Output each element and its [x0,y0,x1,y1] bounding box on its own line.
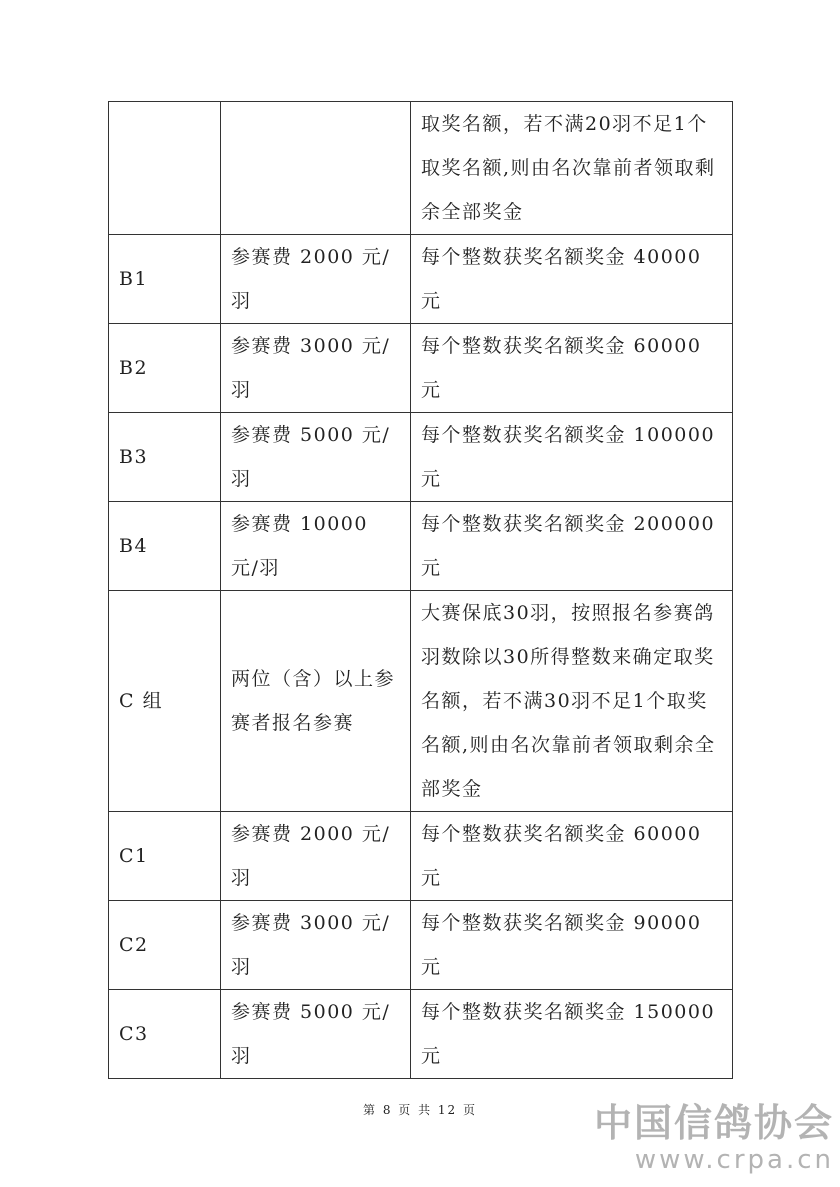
group-cell: B3 [109,413,221,502]
fee-cell [221,102,411,235]
table-row [109,591,733,812]
group-cell: C1 [109,812,221,901]
prize-cell: 取奖名额，若不满20羽不足1个取奖名额,则由名次靠前者领取剩余全部奖金 [411,102,733,235]
watermark-url: www.crpa.cn [634,1145,834,1175]
fee-cell: 参赛费 3000 元/羽 [221,901,411,990]
table-row [109,413,733,502]
prize-cell: 大赛保底30羽，按照报名参赛鸽羽数除以30所得整数来确定取奖名额，若不满30羽不足1个取奖名额,则由名次靠前者领取剩余全部奖金 [411,591,733,812]
fee-cell: 参赛费 3000 元/羽 [221,324,411,413]
group-cell: B2 [109,324,221,413]
group-cell: C 组 [109,591,221,812]
prize-cell: 每个整数获奖名额奖金 150000 元 [411,990,733,1079]
group-cell: B1 [109,235,221,324]
prize-cell: 每个整数获奖名额奖金 60000 元 [411,324,733,413]
prize-cell: 每个整数获奖名额奖金 200000 元 [411,502,733,591]
table-row [109,324,733,413]
prize-table [108,101,733,1079]
fee-cell: 两位（含）以上参赛者报名参赛 [221,591,411,812]
group-cell: B4 [109,502,221,591]
table-row [109,990,733,1079]
prize-cell: 每个整数获奖名额奖金 90000 元 [411,901,733,990]
fee-cell: 参赛费 2000 元/羽 [221,235,411,324]
watermark-name: 中国信鸽协会 [593,1101,834,1145]
prize-cell: 每个整数获奖名额奖金 40000 元 [411,235,733,324]
table-row [109,901,733,990]
prize-cell: 每个整数获奖名额奖金 60000 元 [411,812,733,901]
fee-cell: 参赛费 2000 元/羽 [221,812,411,901]
group-cell: C2 [109,901,221,990]
watermark [594,1101,834,1175]
fee-cell: 参赛费 5000 元/羽 [221,990,411,1079]
group-cell [109,102,221,235]
prize-cell: 每个整数获奖名额奖金 100000 元 [411,413,733,502]
table-row [109,502,733,591]
table-row [109,235,733,324]
table-row [109,812,733,901]
fee-cell: 参赛费 5000 元/羽 [221,413,411,502]
group-cell: C3 [109,990,221,1079]
table-row [109,102,733,235]
fee-cell: 参赛费 10000 元/羽 [221,502,411,591]
page-number: 第 8 页 共 12 页 [363,1103,477,1117]
